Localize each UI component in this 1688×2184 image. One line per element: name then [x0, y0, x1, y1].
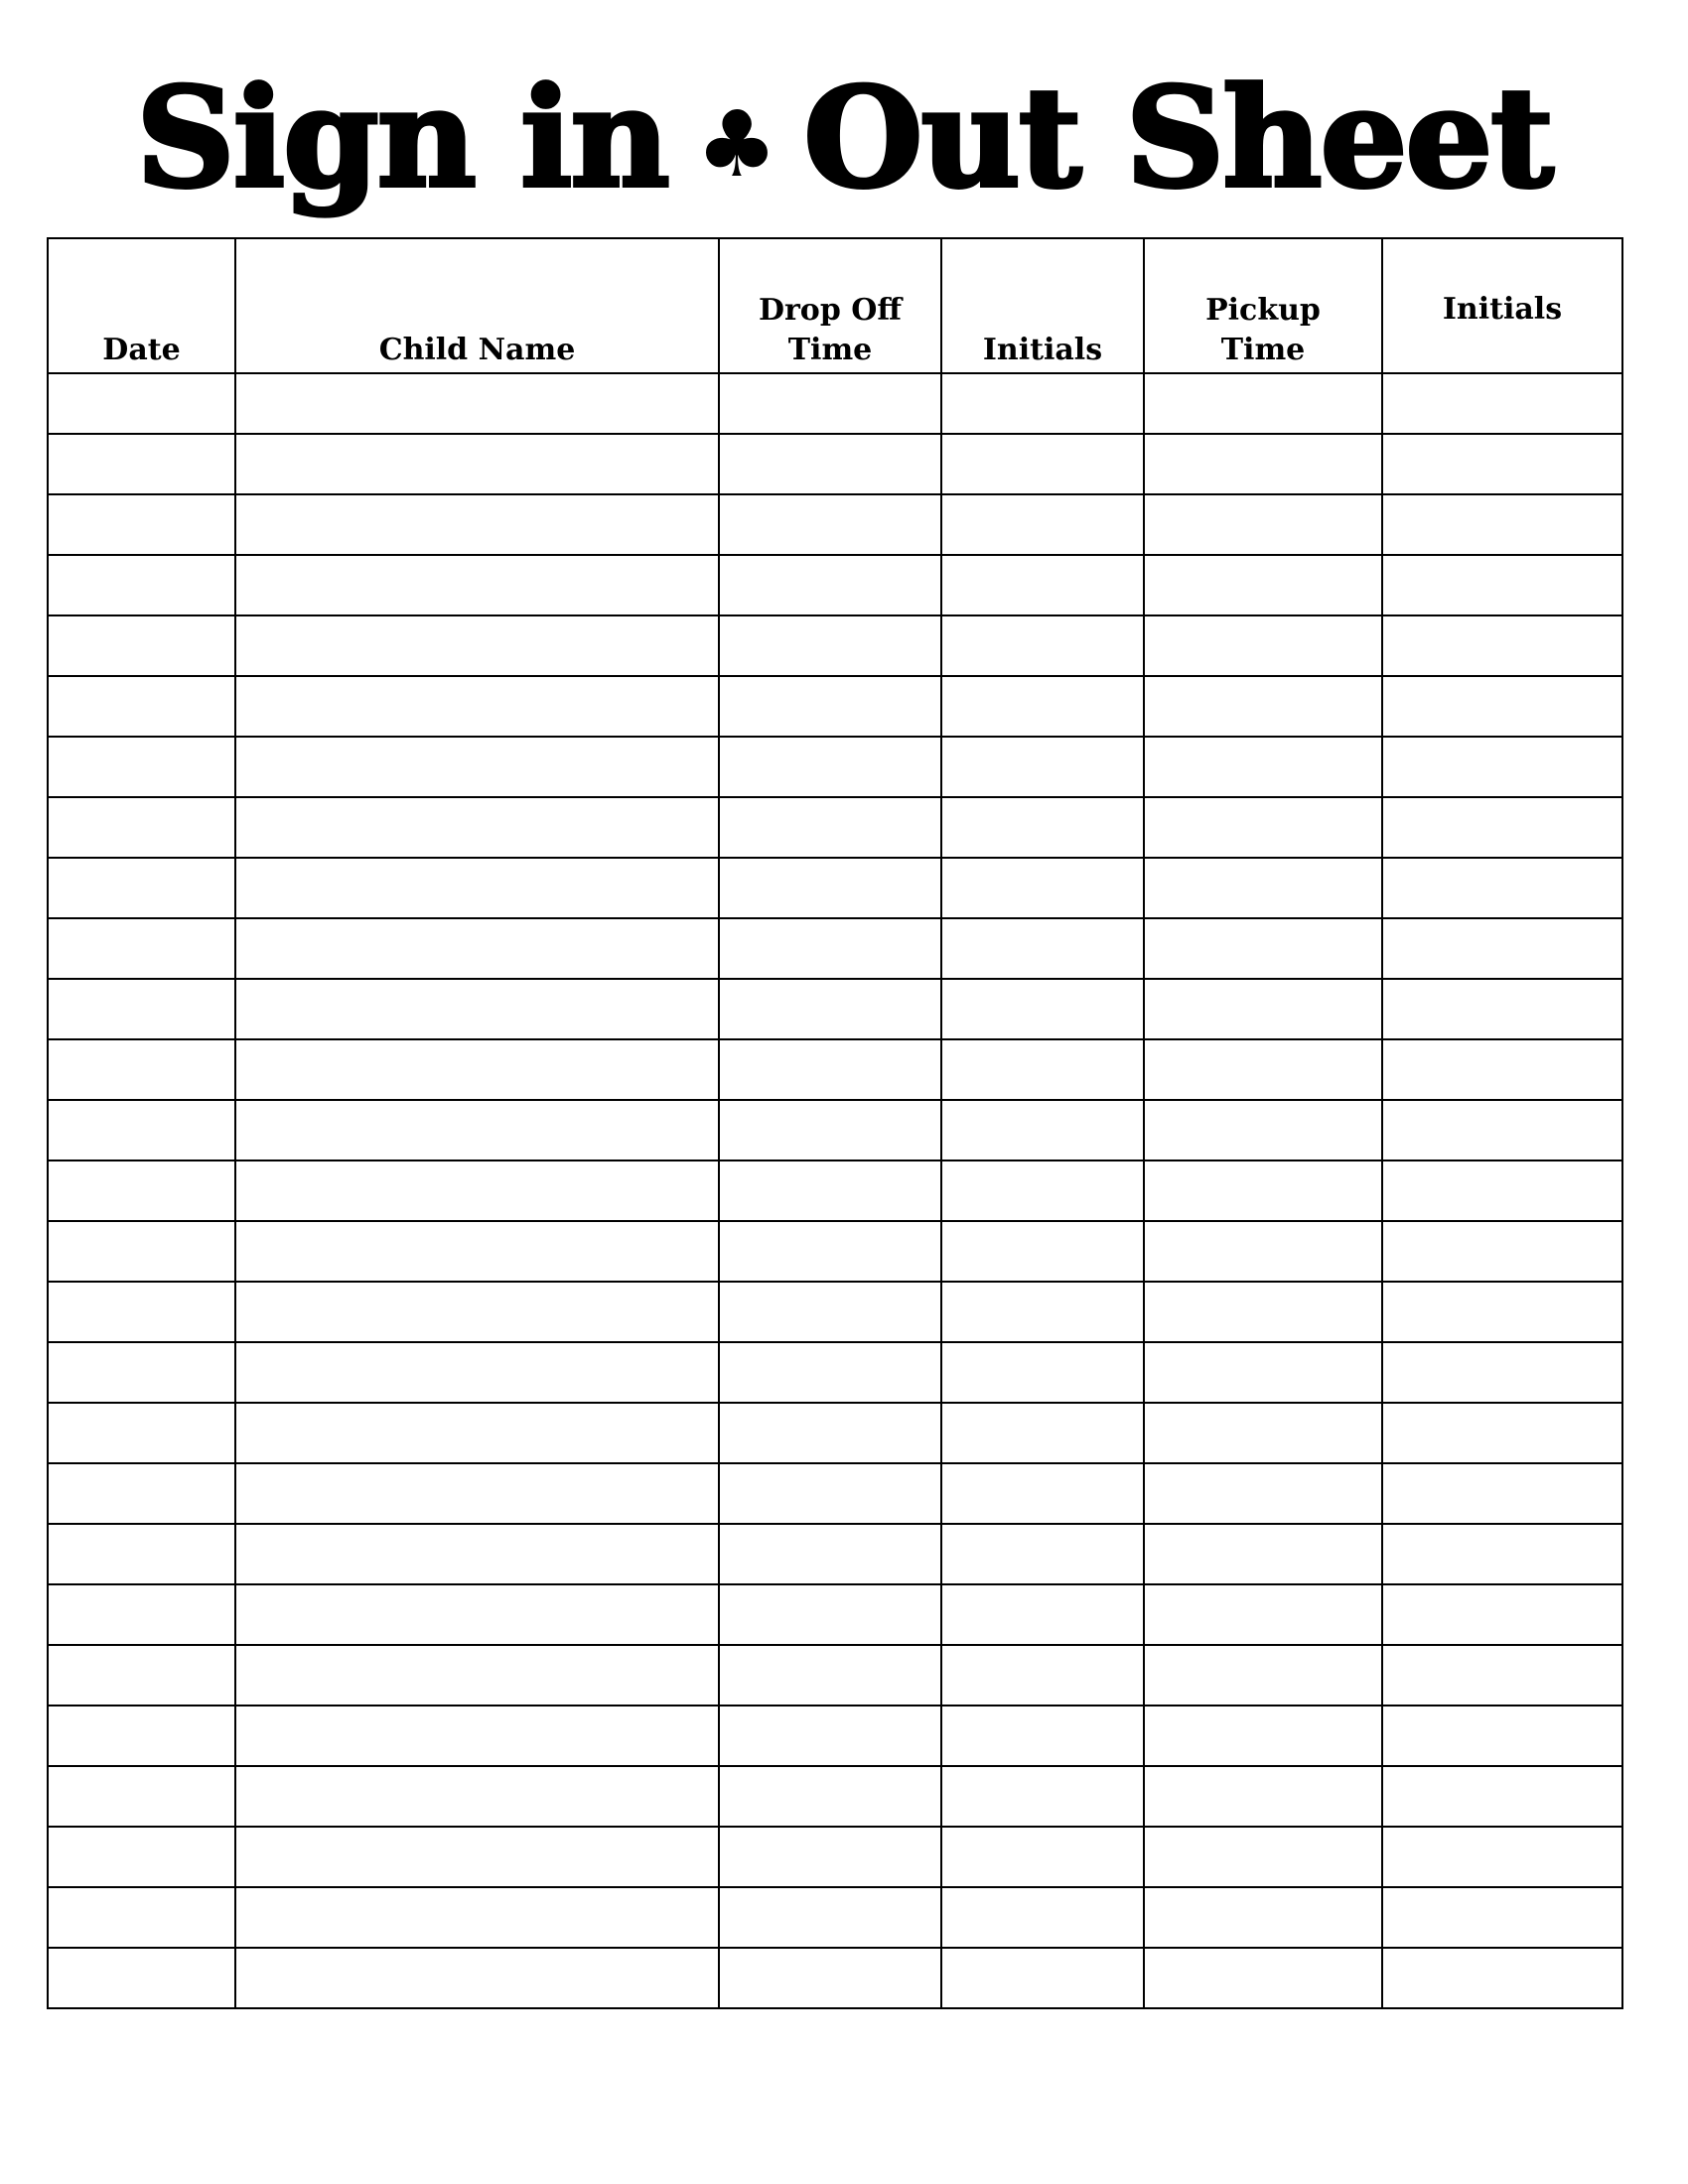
pickup-time-cell — [1144, 1403, 1382, 1463]
date-cell — [48, 1887, 235, 1948]
pickup-time-cell — [1144, 1221, 1382, 1282]
drop-off-time-cell — [719, 1403, 941, 1463]
table-row — [48, 1160, 1622, 1221]
drop-off-time-cell — [719, 494, 941, 555]
drop-off-time-cell — [719, 373, 941, 434]
date-cell — [48, 858, 235, 918]
drop-off-initials-cell — [941, 1342, 1144, 1403]
pickup-time-cell — [1144, 1100, 1382, 1160]
date-cell — [48, 373, 235, 434]
pickup-time-cell — [1144, 858, 1382, 918]
table-row — [48, 1827, 1622, 1887]
child-name-cell — [235, 1160, 719, 1221]
column-header-date: Date — [48, 238, 235, 373]
pickup-time-cell — [1144, 615, 1382, 676]
title-sign-in: Sign in — [136, 57, 668, 218]
drop-off-initials-cell — [941, 858, 1144, 918]
pickup-initials-cell — [1382, 373, 1622, 434]
child-name-cell — [235, 676, 719, 737]
column-header-pickup-initials: Initials — [1382, 238, 1622, 373]
column-header-drop-off-time: Drop Off Time — [719, 238, 941, 373]
drop-off-initials-cell — [941, 1706, 1144, 1766]
drop-off-initials-cell — [941, 979, 1144, 1039]
drop-off-initials-cell — [941, 918, 1144, 979]
drop-off-initials-cell — [941, 676, 1144, 737]
drop-off-time-cell — [719, 1827, 941, 1887]
pickup-time-cell — [1144, 1463, 1382, 1524]
date-cell — [48, 676, 235, 737]
child-name-cell — [235, 1342, 719, 1403]
drop-off-initials-cell — [941, 1282, 1144, 1342]
pickup-initials-cell — [1382, 1100, 1622, 1160]
child-name-cell — [235, 1403, 719, 1463]
drop-off-time-cell — [719, 1887, 941, 1948]
pickup-initials-cell — [1382, 858, 1622, 918]
child-name-cell — [235, 1645, 719, 1706]
drop-off-initials-cell — [941, 737, 1144, 797]
pickup-initials-cell — [1382, 1584, 1622, 1645]
drop-off-initials-cell — [941, 434, 1144, 494]
drop-off-time-cell — [719, 1039, 941, 1100]
pickup-initials-cell — [1382, 1766, 1622, 1827]
pickup-time-cell — [1144, 1282, 1382, 1342]
table-row — [48, 1221, 1622, 1282]
pickup-initials-cell — [1382, 918, 1622, 979]
pickup-time-cell — [1144, 1766, 1382, 1827]
pickup-initials-cell — [1382, 1463, 1622, 1524]
date-cell — [48, 1039, 235, 1100]
pickup-initials-cell — [1382, 615, 1622, 676]
pickup-time-cell — [1144, 1887, 1382, 1948]
child-name-cell — [235, 1221, 719, 1282]
child-name-cell — [235, 979, 719, 1039]
drop-off-time-cell — [719, 1645, 941, 1706]
child-name-cell — [235, 494, 719, 555]
drop-off-time-cell — [719, 1948, 941, 2008]
date-cell — [48, 1282, 235, 1342]
drop-off-initials-cell — [941, 1645, 1144, 1706]
pickup-time-cell — [1144, 979, 1382, 1039]
child-name-cell — [235, 1948, 719, 2008]
drop-off-initials-cell — [941, 494, 1144, 555]
date-cell — [48, 1463, 235, 1524]
pickup-time-cell — [1144, 676, 1382, 737]
pickup-initials-cell — [1382, 1645, 1622, 1706]
table-row — [48, 1766, 1622, 1827]
child-name-cell — [235, 1282, 719, 1342]
drop-off-initials-cell — [941, 1766, 1144, 1827]
date-cell — [48, 1403, 235, 1463]
drop-off-time-cell — [719, 1100, 941, 1160]
pickup-initials-cell — [1382, 1342, 1622, 1403]
drop-off-time-cell — [719, 1584, 941, 1645]
table-row — [48, 434, 1622, 494]
child-name-cell — [235, 1887, 719, 1948]
pickup-time-cell — [1144, 494, 1382, 555]
drop-off-initials-cell — [941, 1948, 1144, 2008]
pickup-time-cell — [1144, 1160, 1382, 1221]
drop-off-time-cell — [719, 797, 941, 858]
child-name-cell — [235, 555, 719, 615]
drop-off-time-cell — [719, 858, 941, 918]
drop-off-initials-cell — [941, 615, 1144, 676]
table-row — [48, 918, 1622, 979]
pickup-initials-cell — [1382, 676, 1622, 737]
drop-off-time-cell — [719, 1282, 941, 1342]
child-name-cell — [235, 1584, 719, 1645]
date-cell — [48, 615, 235, 676]
date-cell — [48, 1766, 235, 1827]
date-cell — [48, 1948, 235, 2008]
drop-off-initials-cell — [941, 1827, 1144, 1887]
drop-off-time-cell — [719, 1706, 941, 1766]
child-name-cell — [235, 373, 719, 434]
drop-off-initials-cell — [941, 1160, 1144, 1221]
drop-off-time-cell — [719, 1342, 941, 1403]
table-row — [48, 1948, 1622, 2008]
child-name-cell — [235, 1524, 719, 1584]
drop-off-time-cell — [719, 1221, 941, 1282]
drop-off-time-cell — [719, 979, 941, 1039]
date-cell — [48, 1827, 235, 1887]
table-row — [48, 676, 1622, 737]
drop-off-initials-cell — [941, 1463, 1144, 1524]
drop-off-initials-cell — [941, 1221, 1144, 1282]
title-out-sheet: Out Sheet — [803, 57, 1552, 218]
table-row — [48, 797, 1622, 858]
pickup-initials-cell — [1382, 1221, 1622, 1282]
table-row — [48, 1403, 1622, 1463]
pickup-time-cell — [1144, 373, 1382, 434]
table-row — [48, 1463, 1622, 1524]
child-name-cell — [235, 1100, 719, 1160]
drop-off-time-cell — [719, 676, 941, 737]
drop-off-time-cell — [719, 555, 941, 615]
pickup-initials-cell — [1382, 1887, 1622, 1948]
pickup-initials-cell — [1382, 737, 1622, 797]
date-cell — [48, 1160, 235, 1221]
drop-off-initials-cell — [941, 555, 1144, 615]
child-name-cell — [235, 1706, 719, 1766]
table-row — [48, 494, 1622, 555]
pickup-initials-cell — [1382, 1160, 1622, 1221]
drop-off-initials-cell — [941, 1100, 1144, 1160]
child-name-cell — [235, 1766, 719, 1827]
date-cell — [48, 737, 235, 797]
table-row — [48, 1887, 1622, 1948]
pickup-initials-cell — [1382, 1524, 1622, 1584]
drop-off-time-cell — [719, 1463, 941, 1524]
date-cell — [48, 1524, 235, 1584]
drop-off-initials-cell — [941, 797, 1144, 858]
table-row — [48, 615, 1622, 676]
date-cell — [48, 1342, 235, 1403]
pickup-time-cell — [1144, 1039, 1382, 1100]
drop-off-initials-cell — [941, 373, 1144, 434]
pickup-initials-cell — [1382, 1827, 1622, 1887]
pickup-time-cell — [1144, 1524, 1382, 1584]
sign-in-out-table — [47, 237, 1623, 2009]
column-header-child-name: Child Name — [235, 238, 719, 373]
pickup-time-cell — [1144, 1706, 1382, 1766]
pickup-initials-cell — [1382, 1403, 1622, 1463]
club-suit-icon: ♣ — [695, 90, 776, 198]
header-row — [48, 238, 1622, 373]
pickup-time-cell — [1144, 797, 1382, 858]
drop-off-time-cell — [719, 434, 941, 494]
child-name-cell — [235, 918, 719, 979]
table-row — [48, 1100, 1622, 1160]
pickup-initials-cell — [1382, 494, 1622, 555]
date-cell — [48, 797, 235, 858]
drop-off-time-cell — [719, 1524, 941, 1584]
date-cell — [48, 434, 235, 494]
drop-off-time-cell — [719, 615, 941, 676]
table-row — [48, 858, 1622, 918]
child-name-cell — [235, 1039, 719, 1100]
pickup-time-cell — [1144, 1584, 1382, 1645]
column-header-pickup-time: Pickup Time — [1144, 238, 1382, 373]
drop-off-time-cell — [719, 737, 941, 797]
pickup-time-cell — [1144, 918, 1382, 979]
drop-off-initials-cell — [941, 1524, 1144, 1584]
pickup-time-cell — [1144, 1827, 1382, 1887]
date-cell — [48, 494, 235, 555]
pickup-initials-cell — [1382, 979, 1622, 1039]
pickup-time-cell — [1144, 1645, 1382, 1706]
pickup-time-cell — [1144, 434, 1382, 494]
column-header-drop-off-initials: Initials — [941, 238, 1144, 373]
table-row — [48, 737, 1622, 797]
page-title — [0, 57, 1688, 218]
pickup-time-cell — [1144, 555, 1382, 615]
pickup-initials-cell — [1382, 1706, 1622, 1766]
date-cell — [48, 1100, 235, 1160]
table-row — [48, 1584, 1622, 1645]
table-row — [48, 373, 1622, 434]
child-name-cell — [235, 615, 719, 676]
table-row — [48, 1645, 1622, 1706]
table-row — [48, 1039, 1622, 1100]
table-row — [48, 1706, 1622, 1766]
drop-off-time-cell — [719, 1160, 941, 1221]
child-name-cell — [235, 737, 719, 797]
pickup-initials-cell — [1382, 1039, 1622, 1100]
table-row — [48, 1524, 1622, 1584]
pickup-initials-cell — [1382, 434, 1622, 494]
table-body — [48, 373, 1622, 2008]
child-name-cell — [235, 434, 719, 494]
child-name-cell — [235, 1463, 719, 1524]
date-cell — [48, 1645, 235, 1706]
table-row — [48, 1282, 1622, 1342]
child-name-cell — [235, 797, 719, 858]
table-row — [48, 1342, 1622, 1403]
drop-off-initials-cell — [941, 1887, 1144, 1948]
child-name-cell — [235, 858, 719, 918]
date-cell — [48, 1584, 235, 1645]
pickup-initials-cell — [1382, 1282, 1622, 1342]
pickup-initials-cell — [1382, 1948, 1622, 2008]
date-cell — [48, 1221, 235, 1282]
pickup-time-cell — [1144, 737, 1382, 797]
table-row — [48, 979, 1622, 1039]
date-cell — [48, 979, 235, 1039]
drop-off-time-cell — [719, 918, 941, 979]
date-cell — [48, 555, 235, 615]
pickup-initials-cell — [1382, 555, 1622, 615]
pickup-time-cell — [1144, 1342, 1382, 1403]
drop-off-time-cell — [719, 1766, 941, 1827]
drop-off-initials-cell — [941, 1403, 1144, 1463]
date-cell — [48, 1706, 235, 1766]
pickup-initials-cell — [1382, 797, 1622, 858]
table-row — [48, 555, 1622, 615]
drop-off-initials-cell — [941, 1039, 1144, 1100]
drop-off-initials-cell — [941, 1584, 1144, 1645]
date-cell — [48, 918, 235, 979]
pickup-time-cell — [1144, 1948, 1382, 2008]
child-name-cell — [235, 1827, 719, 1887]
